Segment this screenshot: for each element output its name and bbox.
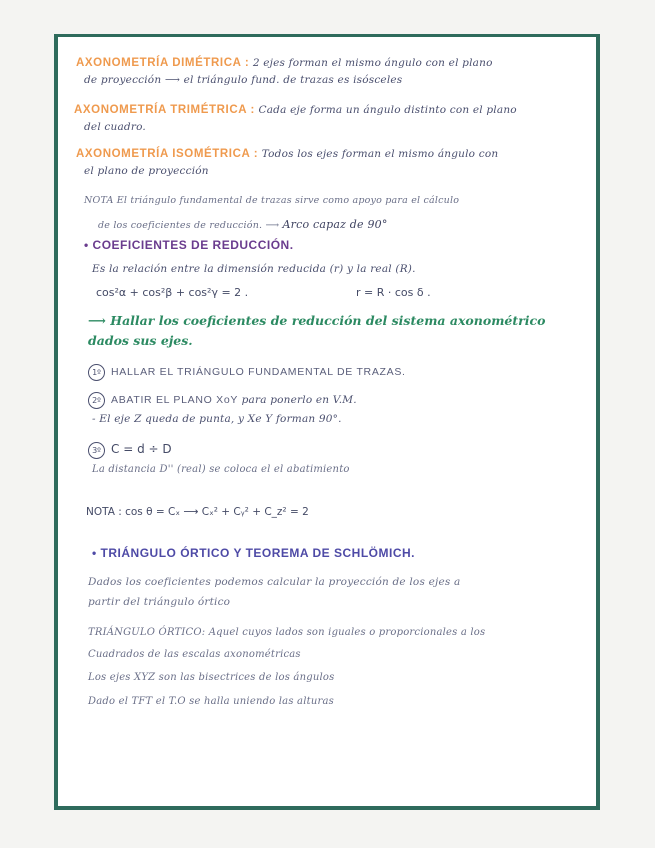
ortico-definition: TRIÁNGULO ÓRTICO: Aquel cuyos lados son iguales o proporcionales a los <box>88 627 486 638</box>
step-2-note: - El eje Z queda de punta, y Xe Y forman 90°. <box>92 413 342 425</box>
arco-capaz: Arco capaz de 90° <box>282 218 388 231</box>
step-1-number: 1º <box>88 364 105 381</box>
step-3-number: 3º <box>88 442 105 459</box>
heading-coeficientes: • COEFICIENTES DE REDUCCIÓN. <box>84 238 294 252</box>
heading-triangulo-ortico: • TRIÁNGULO ÓRTICO Y TEOREMA DE SCHLÖMICH. <box>92 546 415 560</box>
heading-dimetrica: AXONOMETRÍA DIMÉTRICA : <box>76 57 250 69</box>
step-3-note: La distancia D'' (real) se coloca el el abatimiento <box>92 464 350 475</box>
step-2-number: 2º <box>88 392 105 409</box>
nota-triangulo: NOTA El triángulo fundamental de trazas sirve como apoyo para el cálculo <box>84 195 460 206</box>
task-title-2: dados sus ejes. <box>88 333 193 348</box>
heading-trimetrica: AXONOMETRÍA TRIMÉTRICA : <box>74 104 255 116</box>
formula-cosenos: cos²α + cos²β + cos²γ = 2 . <box>96 286 249 299</box>
dimetrica-line <box>76 51 493 70</box>
step-1-text: HALLAR EL TRIÁNGULO FUNDAMENTAL DE TRAZAS. <box>111 366 406 378</box>
formula-reduccion: r = R · cos δ . <box>356 286 431 299</box>
step-2-text: ABATIR EL PLANO XoY <box>111 394 239 406</box>
trimetrica-text-2: del cuadro. <box>84 121 146 133</box>
step-2 <box>88 388 357 409</box>
step-3 <box>88 438 172 459</box>
ortico-bisectrices: Los ejes XYZ son las bisectrices de los ángulos <box>88 672 335 683</box>
isometrica-line <box>76 142 498 161</box>
nota-triangulo-2 <box>98 213 388 232</box>
isometrica-text: Todos los ejes forman el mismo ángulo con <box>258 148 499 160</box>
ortico-text-2: partir del triángulo órtico <box>88 596 231 608</box>
nota-triangulo-text: de los coeficientes de reducción. ⟶ <box>98 220 283 231</box>
step-1 <box>88 360 406 381</box>
step-2-text-rest: para ponerlo en V.M. <box>238 394 357 406</box>
isometrica-text-2: el plano de proyección <box>84 165 209 177</box>
task-title: ⟶ Hallar los coeficientes de reducción del sistema axonométrico <box>88 313 546 328</box>
ortico-alturas: Dado el TFT el T.O se halla uniendo las alturas <box>88 696 334 707</box>
step-3-formula: C = d ÷ D <box>111 442 172 456</box>
trimetrica-line <box>74 98 517 117</box>
heading-isometrica: AXONOMETRÍA ISOMÉTRICA : <box>76 148 259 160</box>
dimetrica-text: 2 ejes forman el mismo ángulo con el plano <box>249 57 493 69</box>
notebook-page <box>54 34 600 810</box>
ortico-text-1: Dados los coeficientes podemos calcular la proyección de los ejes a <box>88 576 461 588</box>
coeficientes-definition: Es la relación entre la dimensión reducida (r) y la real (R). <box>92 263 416 275</box>
trimetrica-text: Cada eje forma un ángulo distinto con el plano <box>254 104 517 116</box>
nota-cos: NOTA : cos θ = Cₓ ⟶ Cₓ² + Cᵧ² + C_z² = 2 <box>86 506 309 518</box>
ortico-definition-2: Cuadrados de las escalas axonométricas <box>88 649 301 660</box>
dimetrica-text-2: de proyección ⟶ el triángulo fund. de trazas es isósceles <box>84 74 403 86</box>
